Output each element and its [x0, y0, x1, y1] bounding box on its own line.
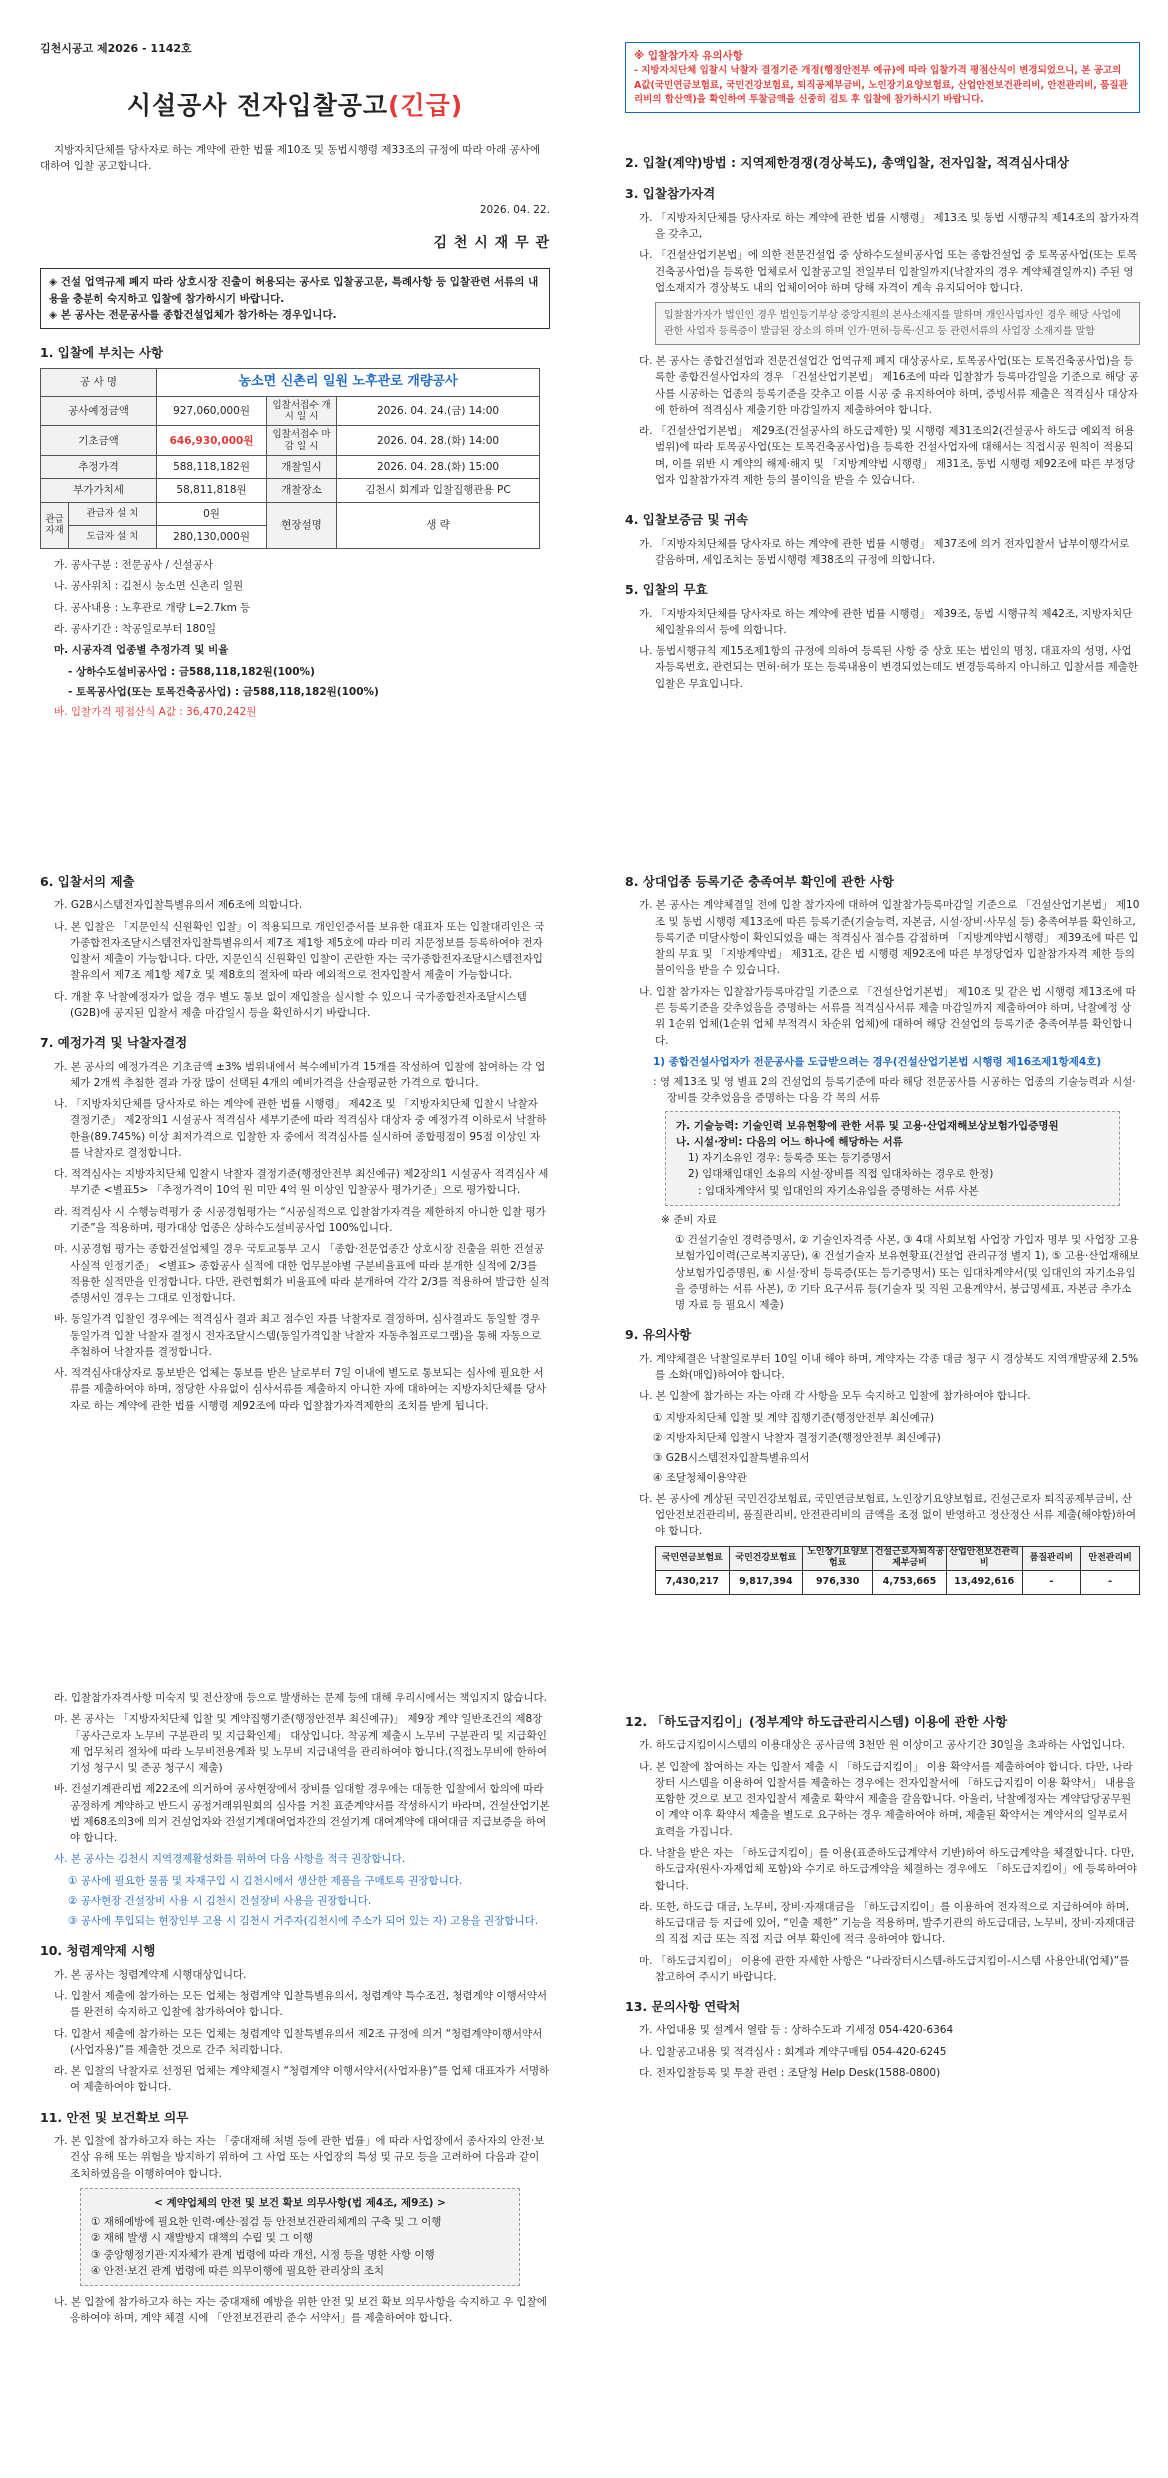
sec11-items-0: 가. 본 입찰에 참가하고자 하는 자는 「중대재해 처벌 등에 관한 법률」에 따라 사업장에서 종사자의 안전·보건상 유해 또는 위험을 방지하기 위하여 그 사업 또는 사업장의 특성 및 규모 등을 고려하여 다음과 같이 조치하였음을 이행하여야 합니다.	[54, 2135, 545, 2180]
sec9-summary-values-3: 4,753,665	[873, 1570, 947, 1594]
sec6-items-1: 나. 본 입찰은 「지문인식 신원확인 입찰」이 적용되므로 개인인증서를 보유한 대표자 또는 입찰대리인은 국가종합전자조달시스템전자입찰특별유의서 제7조 제1항 제5호에 따라 미리 지문정보를 등록하여야 전자입찰서 제출이 가능합니다. 다만, 지문인식 신원확인 입찰이 곤란한 자는 국가종합전자조달시스템전자입찰유의서 제7조 제1항 제7호 및 제8호의 절차에 따라 예외적으로 전자입찰서 제출이 가능합니다.	[54, 920, 545, 982]
header-title: 시설공사 전자입찰공고	[126, 91, 389, 121]
sec1-table-site_value: 생 략	[337, 502, 540, 549]
sec9-summary-values-6: -	[1081, 1570, 1140, 1594]
sec7-items-1: 나. 「지방자치단체를 당사자로 하는 계약에 관한 법률 시행령」 제42조 및 「지방자치단체 입찰시 낙찰자 결정기준」 제2장의1 시설공사 적격심사 세부기준에 따라 적격심사 대상자 중 예정가격 이하로서 낙찰하한율(89.745%) 이상 최저가격으로 입찰한 자 중에서 적격심사를 실시하여 종합평점이 95점 이상인 자를 낙찰자로 결정합니다.	[54, 1098, 547, 1159]
sec12-items-4: 마. 「하도급지킴이」 이용에 관한 자세한 사항은 “나라장터시스템-하도급지킴이-시스템 사용안내(업체)”를 참고하여 주시기 바랍니다.	[639, 1954, 1130, 1983]
sec9-summary-values-2: 976,330	[803, 1570, 873, 1594]
project-name: 농소면 신촌리 일원 노후관로 개량공사	[157, 369, 540, 396]
section-4-title: 4. 입찰보증금 및 귀속	[625, 512, 749, 528]
sec11-box_lines-0: ① 재해예방에 필요한 인력·예산·점검 등 안전보건관리체계의 구축 및 그 이행	[91, 2216, 442, 2229]
sec13-items-2: 다. 전자입찰등록 및 투찰 관련 : 조달청 Help Desk(1588-0800)	[639, 2067, 941, 2079]
sec1-items-6: - 토목공사업(또는 토목건축공사업) : 금588,118,182원(100%)	[68, 685, 379, 698]
sec9-summary-headers-6: 안전관리비	[1081, 1546, 1140, 1570]
sec1-table-supply_label: 관급 자재	[41, 502, 69, 549]
sec11-box_lines-1: ② 재해 발생 시 재발방지 대책의 수립 및 그 이행	[91, 2232, 314, 2245]
sec1-items-5: - 상하수도설비공사업 : 금588,118,182원(100%)	[68, 665, 315, 678]
issuer: 김 천 시 재 무 관	[433, 234, 550, 251]
sec9-items-2: 다. 본 공사에 계상된 국민건강보험료, 국민연금보험료, 노인장기요양보험료, 건설근로자 퇴직공제부금비, 산업안전보건관리비, 품질관리비, 안전관리비의 금액을 조정 없이 반영하고 정산정산 서류 제출(해야함)하여야 합니다.	[639, 1492, 1137, 1538]
top_notice-title: ※ 입찰참가자 유의사항	[634, 50, 743, 62]
sec3-items-2: 다. 본 공사는 종합건설업과 전문건설업간 업역규제 폐지 대상공사로, 토목공사업(또는 토목건축공사업)을 등록한 종합건설사업자의 경우 「건설산업기본법」 제16조에 따라 입찰참가 등록마감일을 기준으로 해당 공사를 시공하는 업종의 등록기준을 갖추고 이를 시공 중 유지하여야 하며, 증빙서류 제출은 적격심사 대상자에 한하여 적격심사 제출기한 마감일까지 제출하여야 합니다.	[639, 355, 1139, 416]
sec1-table-site_label: 현장설명	[267, 502, 337, 549]
sec10-items-2: 다. 입찰서 제출에 참가하는 모든 업체는 청렴계약 입찰특별유의서 제2조 규정에 의거 “청렴계약이행서약서(사업자용)”를 제출한 것으로 간주 처리합니다.	[54, 2027, 543, 2056]
sec1-table-rows-2-l2: 개찰일시	[267, 456, 337, 479]
sec9-summary-headers-5: 품질관리비	[1022, 1546, 1081, 1570]
bottom-left-section	[40, 1690, 550, 2332]
sec11-items-1: 나. 본 입찰에 참가하고자 하는 자는 중대재해 예방을 위한 안전 및 보건 확보 의무사항을 숙지하고 우 입찰에 응하여야 하며, 계약 체결 시에 「안전보건관리 준수 서약서」를 제출하여야 합니다.	[54, 2296, 547, 2325]
sec8-box_lines-3: 2) 임대채임대인 소유의 시설·장비를 직접 임대차하는 경우로 한정)	[688, 1168, 994, 1181]
sec8-sub_text: : 영 제13조 및 영 별표 2의 건설업의 등록기준에 따라 해당 전문공사를 시공하는 업종의 기술능력과 시설·장비를 갖추었음을 증명하는 다음 각 목의 서류	[653, 1076, 1136, 1105]
registration-box	[665, 1111, 1120, 1206]
bidder-notice-box	[625, 42, 1140, 113]
section-10-title: 10. 청렴계약제 시행	[40, 1943, 156, 1959]
section-8-title: 8. 상대업종 등록기준 충족여부 확인에 관한 사항	[625, 874, 894, 889]
section-9-title: 9. 유의사항	[625, 1327, 692, 1343]
sec8-items-0: 가. 본 공사는 계약체결일 전에 입찰 참가자에 대하여 입찰참가등록마감일 기준으로 「건설산업기본법」 제10조 및 동법 시행령 제13조에 따른 등록기준(기술능력, 자본금, 시설·장비·사무실 등) 충족여부를 확인하고, 등록기준 미달사항이 확인되었을 때는 적격심사 점수를 감점하며 「지방계약법시행령」 제39조에 따른 입찰의 무효 및 「지방계약법」 제31조, 같은 법 시행령 제92조에 따른 부정당업자 입찰참가자격 제한 등의 불이익을 받을 수 있습니다.	[639, 899, 1140, 977]
sec1-table-supply_contractor_label: 도급자 설 치	[69, 525, 157, 548]
sec1-table-supply_contractor_value: 280,130,000원	[157, 525, 267, 548]
notice-date: 2026. 04. 22.	[479, 204, 550, 217]
sec12-items-3: 라. 또한, 하도급 대금, 노무비, 장비·자재대금을 「하도급지킴이」를 이용하여 전자적으로 지급하여야 하며, 하도급대금 등 지급에 있어, “인출 제한” 기능을 적용하며, 발주기관의 하도급대금, 노무비, 장비·자재대금의 직접 지급 또는 직접 지급 여부 확인에 적극 응하여야 합니다.	[639, 1900, 1136, 1946]
top-left-section	[40, 40, 550, 725]
sec9-items-0: 가. 계약체결은 낙찰일로부터 10일 이내 해야 하며, 계약자는 각종 대금 청구 시 경상북도 지역개발공채 2.5%를 소화(매입)하여야 합니다.	[639, 1352, 1139, 1382]
sec8-items-1: 나. 입찰 참가자는 입찰참가등록마감일 기준으로 「건설산업기본법」 제10조 및 같은 법 시행령 제13조에 따른 등록기준을 갖추었음을 증명하는 서류를 적격심사서류 제출 마감일까지 제출하여야 하며, 낙찰예정 상위 1순위 업체(1순위 업체 부적격시 차순위 업체)에 대하여 해당 건설업의 등록기준 충족여부를 확인합니다.	[639, 985, 1136, 1047]
top_notice-body: - 지방자치단체 입찰시 낙찰자 결정기준 개정(행정안전부 예규)에 따라 입찰가격 평점산식이 변경되었으니, 본 공고의 A값(국민연금보험료, 국민건강보험료, 퇴직공제부금비, 노인장기요양보험료, 산업안전보건관리비, 안전관리비, 품질관리비의 합산액)을 확인하여 투찰금액을 신중히 검토 후 입찰에 참가하시기 바랍니다.	[634, 65, 1128, 105]
sec3-items-1: 나. 「건설산업기본법」에 의한 전문건설업 중 상하수도설비공사업 또는 종합건설업 중 토목공사업(또는 토목건축공사업)을 등록한 업체로서 입찰공고일 전일부터 입찰일까지(낙찰자의 경우 계약체결일까지) 주된 영업소재지가 경상북도 내의 업체이어야 하며 당해 자격이 계속 유지되어야 합니다.	[639, 249, 1137, 294]
sec11-box_lines-3: ④ 안전·보건 관계 법령에 따른 의무이행에 필요한 관리상의 조치	[91, 2264, 385, 2277]
sec7-items-3: 라. 적격심사 시 수행능력평가 중 시공경험평가는 “시공실적으로 입찰참가자격을 제한하지 아니한 입찰 평가기준”을 적용하며, 평가대상 업종은 상하수도설비공사업 100%입니다.	[54, 1205, 546, 1234]
middle-left-section	[40, 860, 550, 1419]
sec13-items-1: 나. 입찰공고내용 및 적격심사 : 회계과 계약구매팀 054-420-6245	[639, 2045, 947, 2058]
sec9-summary-headers-4: 산업안전보건관리비	[946, 1546, 1022, 1570]
page-title	[40, 87, 550, 126]
section-3-title: 3. 입찰참가자격	[625, 186, 716, 202]
sec1-table-supply_install_value: 0원	[157, 502, 267, 525]
sec9b-items-1: 마. 본 공사는 「지방자치단체 입찰 및 계약집행기준(행정안전부 최신예규)」 제9장 계약 일반조건의 제8장 「공사근로자 노무비 구분관리 및 지급확인제」 대상입니다. 착공계 제출시 노무비 구분관리 및 지급확인제 업무처리 절차에 따라 노무비전용계좌 및 노무비 지급내역을 관리하여야 합니다.(직접노무비에 한하여 기성 청구시 및 준공 청구시 제출)	[54, 1713, 547, 1775]
sec1-items-2: 다. 공사내용 : 노후관로 개량 L=2.7km 등	[54, 601, 251, 614]
section-11-title: 11. 안전 및 보건확보 의무	[40, 2109, 189, 2125]
sec9-summary-headers-2: 노인장기요양보험료	[803, 1546, 873, 1570]
sec9-summary-headers-1: 국민건강보험료	[729, 1546, 803, 1570]
sec1-table-rows-0-l1: 공사예정금액	[41, 396, 157, 426]
section-1-title: 1. 입찰에 부치는 사항	[40, 345, 164, 361]
section-6-title: 6. 입찰서의 제출	[40, 874, 135, 889]
bid-info-table	[40, 368, 540, 549]
intro-text: 지방자치단체를 당사자로 하는 계약에 관한 법률 제10조 및 동법시행령 제33조의 규정에 따라 아래 공사에 대하여 입찰 공고합니다.	[40, 143, 540, 173]
sec9-list-1: ② 지방자치단체 입찰시 낙찰자 결정기준(행정안전부 최신예규)	[653, 1431, 941, 1444]
urgent-tag: (긴급)	[388, 91, 464, 121]
section-12-title: 12. 「하도급지킴이」(정부계약 하도급관리시스템) 이용에 관한 사항	[625, 1714, 1008, 1729]
sec8-sub_title: 1) 종합건설사업자가 전문공사를 도급받으려는 경우(건설산업기본법 시행령 제16조제1항제4호)	[653, 1055, 1102, 1068]
sec7-items-2: 다. 적격심사는 지방자치단체 입찰시 낙찰자 결정기준(행정안전부 최신예규) 제2장의1 시설공사 적격심사 세부기준 <별표5> 「추정가격이 10억 원 미만 4억 원 이상인 입찰공사 평가기준」으로 평가합니다.	[54, 1168, 549, 1197]
sec10-items-0: 가. 본 공사는 청렴계약제 시행대상입니다.	[54, 1968, 247, 1981]
sec1-table-rows-1-v2: 2026. 04. 28.(화) 14:00	[337, 426, 540, 456]
bottom-right-section	[625, 1700, 1140, 2086]
sec11-box_lines-2: ③ 중앙행정기관·지자체가 관계 법령에 따라 개선, 시정 등을 명한 사항 이행	[91, 2248, 435, 2261]
sec9b-sub-1: ② 공사현장 건설장비 사용 시 김천시 건설장비 사용을 권장합니다.	[68, 1894, 372, 1907]
sec1-table-rows-0-v1: 927,060,000원	[157, 396, 267, 426]
sec4-items-0: 가. 「지방자치단체를 당사자로 하는 계약에 관한 법률 시행령」 제37조에 의거 전자입찰서 납부이행각서로 갈음하며, 세입조치는 동법시행령 제38조의 규정에 의합니다.	[639, 537, 1130, 566]
notice_box-1: ◈ 본 공사는 전문공사를 종합건설업체가 참가하는 경우입니다.	[49, 308, 337, 321]
sec1-table-rows-2-v1: 588,118,182원	[157, 456, 267, 479]
sec8-box_lines-1: 나. 시설·장비: 다음의 어느 하나에 해당하는 서류	[676, 1135, 903, 1148]
sec1-table-rows-3-l1: 부가가치세	[41, 479, 157, 502]
middle-right-section	[625, 860, 1140, 1595]
sec9b-items-3: 사. 본 공사는 김천시 지역경제활성화를 위하여 다음 사항을 적극 권장합니다.	[54, 1853, 406, 1866]
sec5-items-1: 나. 동법시행규칙 제15조제1항의 규정에 의하여 등록된 사항 중 상호 또는 법인의 명칭, 대표자의 성명, 사업자등록번호, 관련되는 면허·허가 또는 등록내용이 변경되었는데도 변경등록하지 아니하고 입찰서를 제출한 입찰은 무효입니다.	[639, 645, 1139, 690]
sec12-items-0: 가. 하도급지킴이시스템의 이용대상은 공사금액 3천만 원 이상이고 공사기간 30일을 초과하는 사업입니다.	[639, 1739, 1126, 1752]
sec9-list-2: ③ G2B시스템전자입찰특별유의서	[653, 1452, 810, 1465]
cost-summary-table	[655, 1546, 1140, 1595]
sec1-table-project_label: 공 사 명	[41, 369, 157, 396]
sec9-list-3: ④ 조달청체이용약관	[653, 1472, 747, 1485]
sec9-summary-headers-3: 건설근로자퇴직공제부금비	[874, 1547, 945, 1569]
sec7-items-4: 마. 시공경험 평가는 종합건설업체일 경우 국토교통부 고시 「종합·전문업종간 상호시장 진출을 위한 건설공사실적 인정기준」 <별표> 종합공사 실적에 대한 업무분야별 구분비율표에 따라 분개한 실적에 2/3를 적용한 실적만을 인정합니다. 다만, 관련협회가 비율표에 따라 분개하여 각각 2/3를 적용하여 발급한 실적증명서인 경우는 그대로 인정합니다.	[54, 1243, 550, 1305]
sec3-items-3: 라. 「건설산업기본법」 제29조(건설공사의 하도급제한) 및 시행령 제31조의2(건설공사 하도급 예외적 허용 범위)에 따라 토목공사업(또는 토목건축공사업)을 등록한 건설사업자에 대해서는 직접시공 원칙이 적용되며, 이를 위반 시 계약의 해제·해지 및 「지방계약법 시행령」 제31조, 동법 시행령 제92조에 따른 부정당업자 입찰참가자격 제한 등의 불이익을 받을 수 있습니다.	[639, 425, 1135, 486]
sec1-items-0: 가. 공사구분 : 전문공사 / 신설공사	[54, 559, 213, 572]
sec13-items-0: 가. 사업내용 및 설계서 열람 등 : 상하수도과 기세정 054-420-6364	[639, 2024, 954, 2037]
sec9-list-0: ① 지방자치단체 입찰 및 계약 집행기준(행정안전부 최신예규)	[653, 1411, 935, 1424]
sec10-items-3: 라. 본 입찰의 낙찰자로 선정된 업체는 계약체결시 “청렴계약 이행서약서(사업자용)”를 업체 대표자가 서명하여 제출하여야 합니다.	[54, 2065, 550, 2094]
sec8-box_lines-2: 1) 자기소유인 경우: 등록증 또는 등기증명서	[688, 1152, 892, 1165]
safety-duty-box	[80, 2188, 520, 2286]
sec1-table-rows-3-l2: 개찰장소	[267, 479, 337, 502]
sec1-table-rows-1-v1: 646,930,000원	[157, 426, 267, 456]
notice_box-0: ◈ 건설 업역규제 폐지 따라 상호시장 진출이 허용되는 공사로 입찰공고문, 특례사항 등 입찰관련 서류의 내용을 충분히 숙지하고 입찰에 참가하시기 바랍니다.	[49, 276, 539, 305]
sec1-items-4: 마. 시공자격 업종별 추정가격 및 비율	[54, 644, 229, 657]
sec5-items-0: 가. 「지방자치단체를 당사자로 하는 계약에 관한 법률 시행령」 제39조, 동법 시행규칙 제42조, 지방자치단체입찰유의서 등에 의합니다.	[639, 607, 1133, 636]
sec12-items-1: 나. 본 입찰에 참여하는 자는 입찰서 제출 시 「하도급지킴이」 이용 확약서를 제출하여야 합니다. 다만, 나라장터 시스템을 이용하여 입찰서를 제출하는 경우에는 전자입찰서에 「하도급지킴이 이용 확약서」 내용을 포함한 것으로 보고 전자입찰서 제출로 확약서 제출을 갈음합니다. 아울러, 낙찰예정자는 계약담당공무원이 계약 이후 확약서 제출을 별도로 요구하는 경우 제출하여야 하며, 제출된 확약서는 계약서의 일부로서 효력을 가집니다.	[639, 1760, 1136, 1838]
sec6-items-2: 다. 개찰 후 낙찰예정자가 없을 경우 별도 통보 없이 재입찰을 실시할 수 있으니 국가종합전자조달시스템(G2B)에 공지된 입찰서 제출 마감일시 등을 확인하시기 바랍니다.	[54, 990, 527, 1019]
sec8-note_title: ※ 준비 자료	[661, 1213, 718, 1226]
sec1-items-1: 나. 공사위치 : 김천시 농소면 신촌리 일원	[54, 580, 244, 593]
sec9-summary-values-4: 13,492,616	[946, 1570, 1022, 1594]
sec1-table-rows-0-l2: 입찰서접수 개 시 일 시	[267, 396, 337, 426]
section-5-title: 5. 입찰의 무효	[625, 582, 708, 598]
sec9-summary-values-5: -	[1022, 1570, 1081, 1594]
sec1-items-7: 바. 입찰가격 평점산식 A값 : 36,470,242원	[54, 706, 257, 719]
section-7-title: 7. 예정가격 및 낙찰자결정	[40, 1035, 188, 1051]
sec1-table-rows-3-v2: 김천시 회계과 입찰집행관용 PC	[337, 479, 540, 502]
sec1-table-rows-1-l1: 기초금액	[41, 426, 157, 456]
sec7-items-0: 가. 본 공사의 예정가격은 기초금액 ±3% 범위내에서 복수예비가격 15개를 작성하여 입찰에 참여하는 각 업체가 2개씩 추첨한 결과 가장 많이 선택된 4개의 예비가격을 산술평균한 가격으로 합니다.	[54, 1060, 546, 1089]
sec11-box_title: < 계약업체의 안전 및 보건 확보 의무사항(법 제4조, 제9조) >	[154, 2196, 446, 2209]
sec1-table-supply_install_label: 관급자 설 치	[69, 502, 157, 525]
sec9b-items-2: 바. 건설기계관리법 제22조에 의거하여 공사현장에서 장비를 임대할 경우에는 대동한 입찰에서 합의에 따라 공정하게 계약하고 반드시 공정거래위원회의 심사를 거친 표준계약서를 작성하시기 바라며, 건설산업기본법 제68조의3에 의거 건설업자와 건설기계대여업자간의 건설기계 대여계약에 대여대금 지급보증을 하여야 합니다.	[54, 1783, 550, 1845]
sec9b-sub-2: ③ 공사에 투입되는 현장인부 고용 시 김천시 거주자(김천시에 주소가 되어 있는 자) 고용을 권장합니다.	[68, 1915, 539, 1928]
sec7-items-6: 사. 적격심사대상자로 통보받은 업체는 통보를 받은 날로부터 7일 이내에 별도로 통보되는 심사에 필요한 서류를 제출하여야 하며, 정당한 사유없이 심사서류를 제출하지 아니한 자에 대하여는 지방자치단체를 당사자로 하는 계약에 관한 법률 시행령 제92조에 따라 입찰참가자격제한의 조치를 받게 됩니다.	[54, 1367, 547, 1412]
sec8-box_lines-0: 가. 기술능력: 기술인력 보유현황에 관한 서류 및 고용·산업재해보상보험가입증명원	[676, 1119, 1059, 1132]
section-2-title: 2. 입찰(계약)방법 : 지역제한경쟁(경상북도), 총액입찰, 전자입찰, 적격심사대상	[625, 155, 1069, 171]
sec9-summary-values-0: 7,430,217	[656, 1570, 730, 1594]
sec7-items-5: 바. 동일가격 입찰인 경우에는 적격심사 결과 최고 점수인 자를 낙찰자로 결정하며, 심사결과도 동일할 경우 동일가격 입찰 낙찰자 결정시 전자조달시스템(동일가격입찰 낙찰자 자동추첨프로그램)을 통해 자동으로 추첨하여 낙찰자를 결정합니다.	[54, 1313, 542, 1358]
sec9-summary-headers-0: 국민연금보험료	[656, 1546, 730, 1570]
sec1-items-3: 라. 공사기간 : 착공일로부터 180일	[54, 623, 216, 636]
sec1-table-rows-0-v2: 2026. 04. 24.(금) 14:00	[337, 396, 540, 426]
sec1-table-rows-1-l2: 입찰서접수 마 감 일 시	[267, 426, 337, 456]
sec9-items-1: 나. 본 입찰에 참가하는 자는 아래 각 사항을 모두 숙지하고 입찰에 참가하여야 합니다.	[639, 1390, 1031, 1403]
sec1-table-rows-3-v1: 58,811,818원	[157, 479, 267, 502]
notice-box	[40, 268, 550, 329]
sec3-items-0: 가. 「지방자치단체를 당사자로 하는 계약에 관한 법률 시행령」 제13조 및 동법 시행규칙 제14조의 참가자격을 갖추고,	[639, 211, 1140, 241]
section-13-title: 13. 문의사항 연락처	[625, 1999, 741, 2015]
sec12-items-2: 다. 낙찰을 받은 자는 「하도급지킴이」를 이용(표준하도급계약서 기반)하여 하도급계약을 체결합니다. 다만, 하도급자(원사·자재업체 포함)와 수기로 하도급계약을 체결하는 경우에도 「하도급지킴이」에 등록하여야 합니다.	[639, 1846, 1137, 1892]
sec6-items-0: 가. G2B시스템전자입찰특별유의서 제6조에 의합니다.	[54, 899, 303, 912]
sec1-table-rows-2-v2: 2026. 04. 28.(화) 15:00	[337, 456, 540, 479]
top-right-section	[625, 42, 1140, 697]
sec9b-sub-0: ① 공사에 필요한 물품 및 자재구입 시 김천시에서 생산한 제품을 구매토록 권장합니다.	[68, 1874, 463, 1887]
sec3-box: 입찰참가자가 법인인 경우 법인등기부상 중앙지원의 본사소재지를 말하며 개인사업자인 경우 해당 사업에 관한 사업자 등록증이 발급된 장소의 하며 인가·면허·등록·신고 등 관련서류의 사업장 소재지를 말함	[655, 302, 1140, 345]
sec1-table-rows-2-l1: 추정가격	[41, 456, 157, 479]
sec9b-items-0: 라. 입찰참가자격사항 미숙지 및 전산장애 등으로 발생하는 문제 등에 대해 우리시에서는 책임지지 않습니다.	[54, 1692, 548, 1704]
sec8-note: ① 건설기술인 경력증명서, ② 기술인자격증 사본, ③ 4대 사회보험 사업장 가입자 명부 및 사업장 고용보험가입이력(근로복지공단), ④ 건설기술자 보유현황표(건설업 관리규정 별지 1), ⑤ 고용·산업재해보상보험가입증명원, ⑥ 시설·장비 등록증(또는 등기증명서) 또는 임대차계약서(및 임대인의 자기소유임을 증명하는 서류 사본), ⑦ 기타 요구서류 등(기술자 및 직원 고용계약서, 봉급명세표, 자본금 추가소명 자료 등 필요시 제출)	[675, 1234, 1140, 1312]
sec10-items-1: 나. 입찰서 제출에 참가하는 모든 업체는 청렴계약 입찰특별유의서, 청렴계약 특수조건, 청렴계약 이행서약서를 완전히 숙지하고 입찰에 참가하여야 합니다.	[54, 1990, 548, 2019]
sec9-summary-values-1: 9,817,394	[729, 1570, 803, 1594]
notice-number: 김천시공고 제2026 - 1142호	[40, 42, 192, 55]
sec8-box_lines-4: : 임대차계약서 및 임대인의 자기소유임을 증명하는 서류 사본	[698, 1184, 979, 1197]
